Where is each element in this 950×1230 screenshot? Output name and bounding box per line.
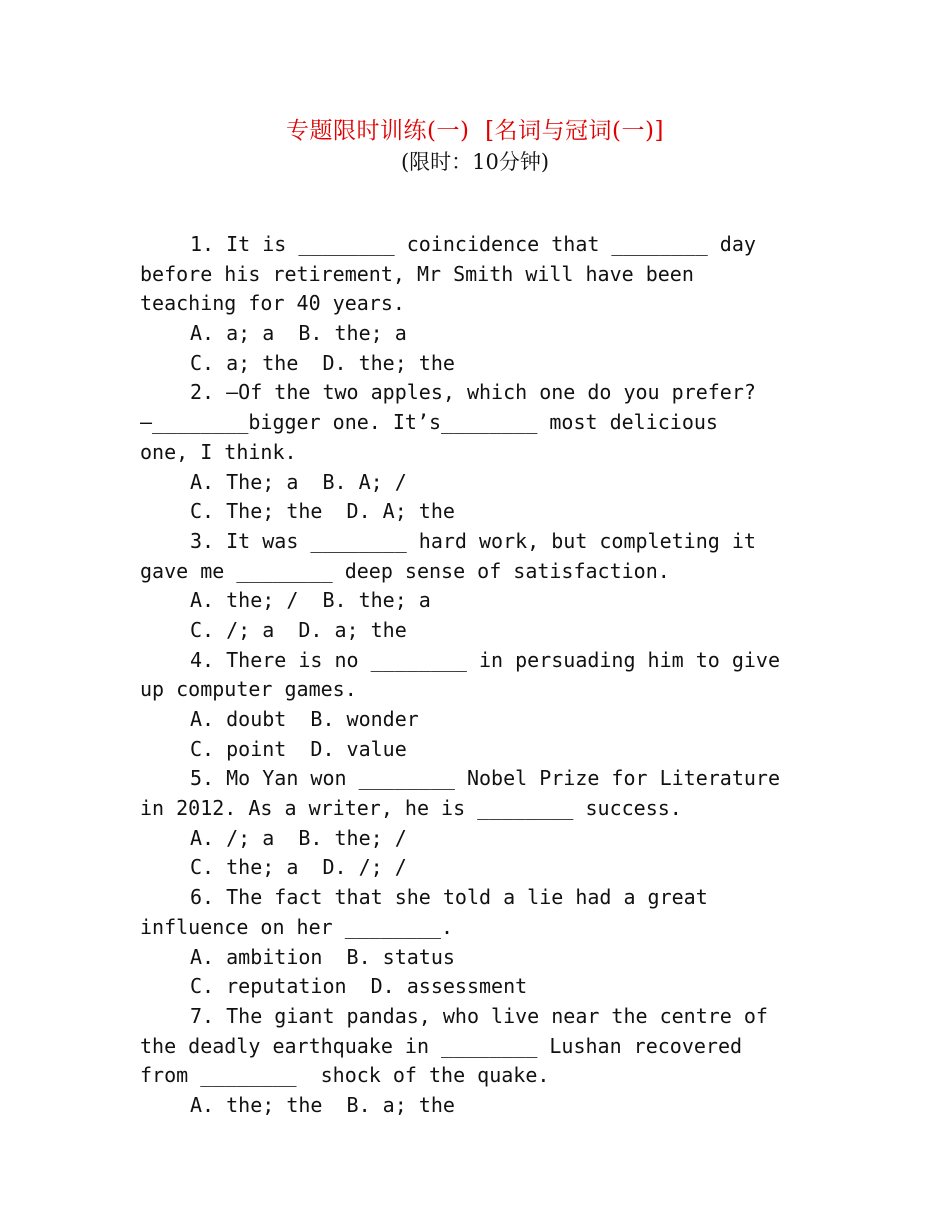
question-text-line: the deadly earthquake in ________ Lushan recovered — [140, 1033, 743, 1058]
question-5 — [140, 764, 820, 883]
question-text-line: gave me ________ deep sense of satisfaction. — [140, 558, 670, 583]
options-line: C. the; a D. /; / — [190, 855, 407, 880]
question-4 — [140, 646, 820, 765]
question-1 — [140, 230, 820, 378]
options-line: A. ambition B. status — [190, 944, 455, 969]
page-title: 专题限时训练(一) [名词与冠词(一)] — [286, 118, 664, 144]
question-text-line: 7. The giant pandas, who live near the centre of — [190, 1003, 768, 1028]
question-text-line: influence on her ________. — [140, 914, 454, 939]
question-text-line: 2. —Of the two apples, which one do you prefer? — [190, 380, 756, 405]
options-line: A. doubt B. wonder — [190, 707, 419, 731]
question-text-line: up computer games. — [140, 677, 357, 702]
question-text-line: before his retirement, Mr Smith will have been — [140, 261, 694, 286]
time-limit-subtitle: (限时：10分钟) — [400, 150, 550, 174]
question-text-line: teaching for 40 years. — [140, 291, 405, 316]
question-text-line: one, I think. — [140, 439, 297, 464]
question-6 — [140, 883, 820, 1002]
options-line: A. a; a B. the; a — [190, 321, 407, 346]
options-line: C. point D. value — [190, 736, 407, 761]
options-line: C. The; the D. A; the — [190, 499, 455, 524]
question-3 — [140, 527, 820, 646]
options-line: A. /; a B. the; / — [190, 825, 407, 850]
options-line: A. the; / B. the; a — [190, 588, 431, 613]
options-line: A. The; a B. A; / — [190, 469, 407, 494]
question-text-line: 3. It was ________ hard work, but completing it — [190, 528, 756, 553]
options-line: A. the; the B. a; the — [190, 1092, 455, 1117]
question-text-line: —________bigger one. It’s________ most delicious — [140, 410, 718, 435]
question-list — [140, 230, 820, 1121]
question-text-line: from ________ shock of the quake. — [140, 1063, 550, 1088]
question-text-line: in 2012. As a writer, he is ________ success. — [140, 796, 682, 821]
options-line: C. a; the D. the; the — [190, 350, 455, 375]
question-text-line: 5. Mo Yan won ________ Nobel Prize for Literature — [190, 766, 781, 791]
question-text-line: 6. The fact that she told a lie had a great — [190, 885, 708, 910]
options-line: C. reputation D. assessment — [190, 974, 528, 999]
question-text-line: 4. There is no ________ in persuading him to give — [190, 647, 781, 672]
question-text-line: 1. It is ________ coincidence that ________ day — [190, 232, 756, 256]
question-2 — [140, 378, 820, 526]
options-line: C. /; a D. a; the — [190, 617, 407, 642]
question-7 — [140, 1002, 820, 1121]
